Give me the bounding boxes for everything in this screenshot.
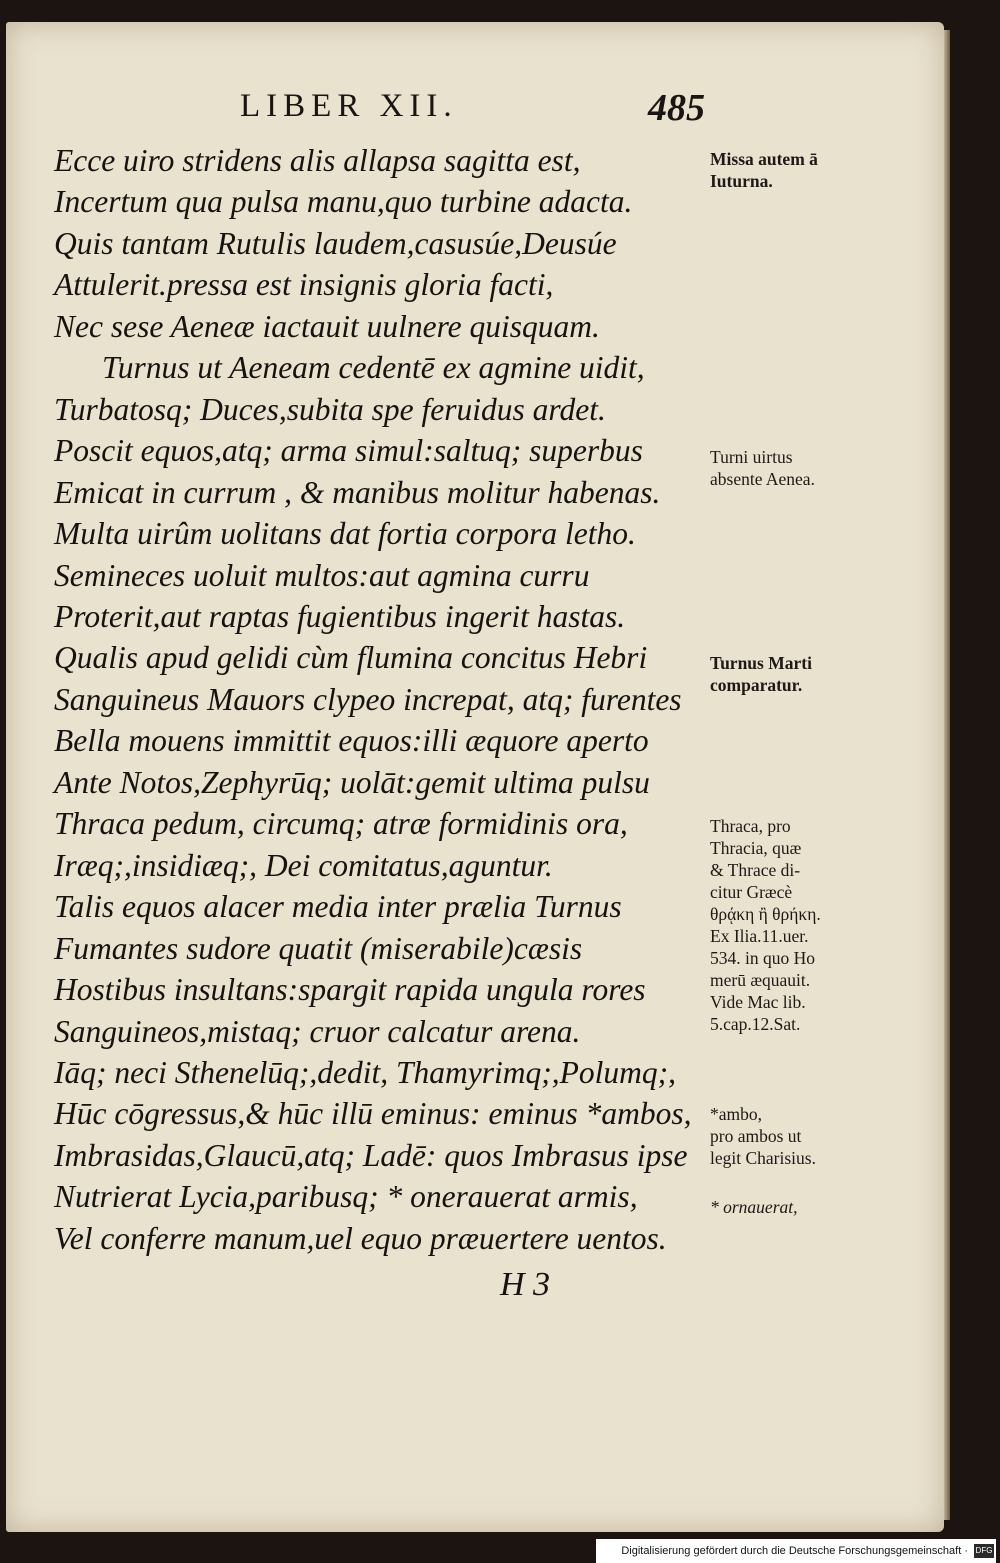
verse-line: Ecce uiro stridens alis allapsa sagitta est,	[54, 143, 581, 178]
margin-note-line: θρᾴκη ἢ θρήκη.	[710, 904, 821, 924]
verse-line: Emicat in currum , & manibus molitur habenas.	[54, 474, 661, 510]
margin-note-line: & Thrace di-	[710, 860, 801, 880]
verse-line: Quis tantam Rutulis laudem,casusúe,Deusúe	[54, 225, 617, 261]
verse-line: Thraca pedum, circumq; atræ formidinis ora,	[54, 806, 628, 842]
running-head: LIBER XII.	[240, 88, 458, 124]
margin-note-line: Missa autem ā	[710, 149, 818, 169]
margin-note-line: Iuturna.	[710, 171, 773, 191]
dfg-logo-icon: DFG	[974, 1544, 994, 1558]
margin-note-line: Ex Ilia.11.uer.	[710, 926, 809, 946]
page-edge	[944, 30, 950, 1520]
verse-line: Incertum qua pulsa manu,quo turbine adacta.	[54, 184, 633, 220]
verse-line: Nec sese Aeneæ iactauit uulnere quisquam.	[54, 308, 600, 344]
margin-note-line: 5.cap.12.Sat.	[710, 1014, 801, 1034]
verse-line: Qualis apud gelidi cùm flumina concitus Hebri	[54, 640, 648, 676]
margin-note-line: Thraca, pro	[710, 816, 791, 836]
margin-note-line: absente Aenea.	[710, 469, 815, 489]
margin-note-line: *ambo,	[710, 1104, 763, 1124]
margin-note-line: comparatur.	[710, 675, 803, 695]
margin-note	[710, 1196, 870, 1218]
verse-line: Talis equos alacer media inter prælia Turnus	[54, 889, 622, 925]
signature-mark: H 3	[500, 1266, 551, 1303]
margin-note-line: legit Charisius.	[710, 1148, 816, 1168]
margin-note	[710, 1103, 870, 1169]
verse-line: Semineces uoluit multos:aut agmina curru	[54, 557, 590, 593]
verse-line: Hūc cōgressus,& hūc illū eminus: eminus *ambos,	[54, 1096, 692, 1132]
margin-note-line: citur Græcè	[710, 882, 793, 902]
verse-line: Hostibus insultans:spargit rapida ungula rores	[54, 972, 646, 1008]
verse-line: Multa uirûm uolitans dat fortia corpora letho.	[54, 516, 636, 552]
verse-line: Turbatosq; Duces,subita spe feruidus ardet.	[54, 391, 606, 427]
verse-line: Vel conferre manum,uel equo præuertere uentos.	[54, 1220, 667, 1256]
margin-note-line: Thracia, quæ	[710, 838, 802, 858]
verse-block	[54, 140, 714, 1259]
verse-line: Imbrasidas,Glaucū,atq; Ladē: quos Imbrasus ipse	[54, 1137, 688, 1173]
digitization-footer: Digitalisierung gefördert durch die Deutsche Forschungsgemeinschaft ·	[596, 1539, 996, 1563]
verse-line: Nutrierat Lycia,paribusq; * onerauerat armis,	[54, 1179, 638, 1215]
verse-line: Bella mouens immittit equos:illi æquore aperto	[54, 723, 649, 759]
verse-line: Poscit equos,atq; arma simul:saltuq; superbus	[54, 433, 643, 469]
margin-note	[710, 652, 870, 696]
verse-line: Attulerit.pressa est insignis gloria facti,	[54, 267, 554, 303]
verse-line: Fumantes sudore quatit (miserabile)cæsis	[54, 930, 583, 966]
margin-note-line: merū æquauit.	[710, 970, 811, 990]
page-number: 485	[648, 87, 705, 129]
verse-line: Ante Notos,Zephyrūq; uolāt:gemit ultima pulsu	[54, 764, 650, 800]
margin-note-line: pro ambos ut	[710, 1126, 802, 1146]
margin-note	[710, 815, 870, 1035]
verse-line: Sanguineos,mistaq; cruor calcatur arena.	[54, 1013, 581, 1049]
margin-note-line: * ornauerat,	[710, 1197, 798, 1217]
margin-note-line: 534. in quo Ho	[710, 948, 815, 968]
margin-note-line: Turni uirtus	[710, 447, 793, 467]
verse-line: Iræq;,insidiæq;, Dei comitatus,aguntur.	[54, 847, 553, 883]
verse-line: Turnus ut Aeneam cedentē ex agmine uidit,	[102, 350, 645, 386]
verse-line: Iāq; neci Sthenelūq;,dedit, Thamyrimq;,Polumq;,	[54, 1054, 676, 1090]
verse-line: Sanguineus Mauors clypeo increpat, atq; furentes	[54, 681, 682, 717]
verse-line: Proterit,aut raptas fugientibus ingerit hastas.	[54, 598, 626, 634]
margin-note-line: Turnus Marti	[710, 653, 812, 673]
margin-note	[710, 446, 870, 490]
margin-note-line: Vide Mac lib.	[710, 992, 806, 1012]
margin-note	[710, 148, 870, 192]
